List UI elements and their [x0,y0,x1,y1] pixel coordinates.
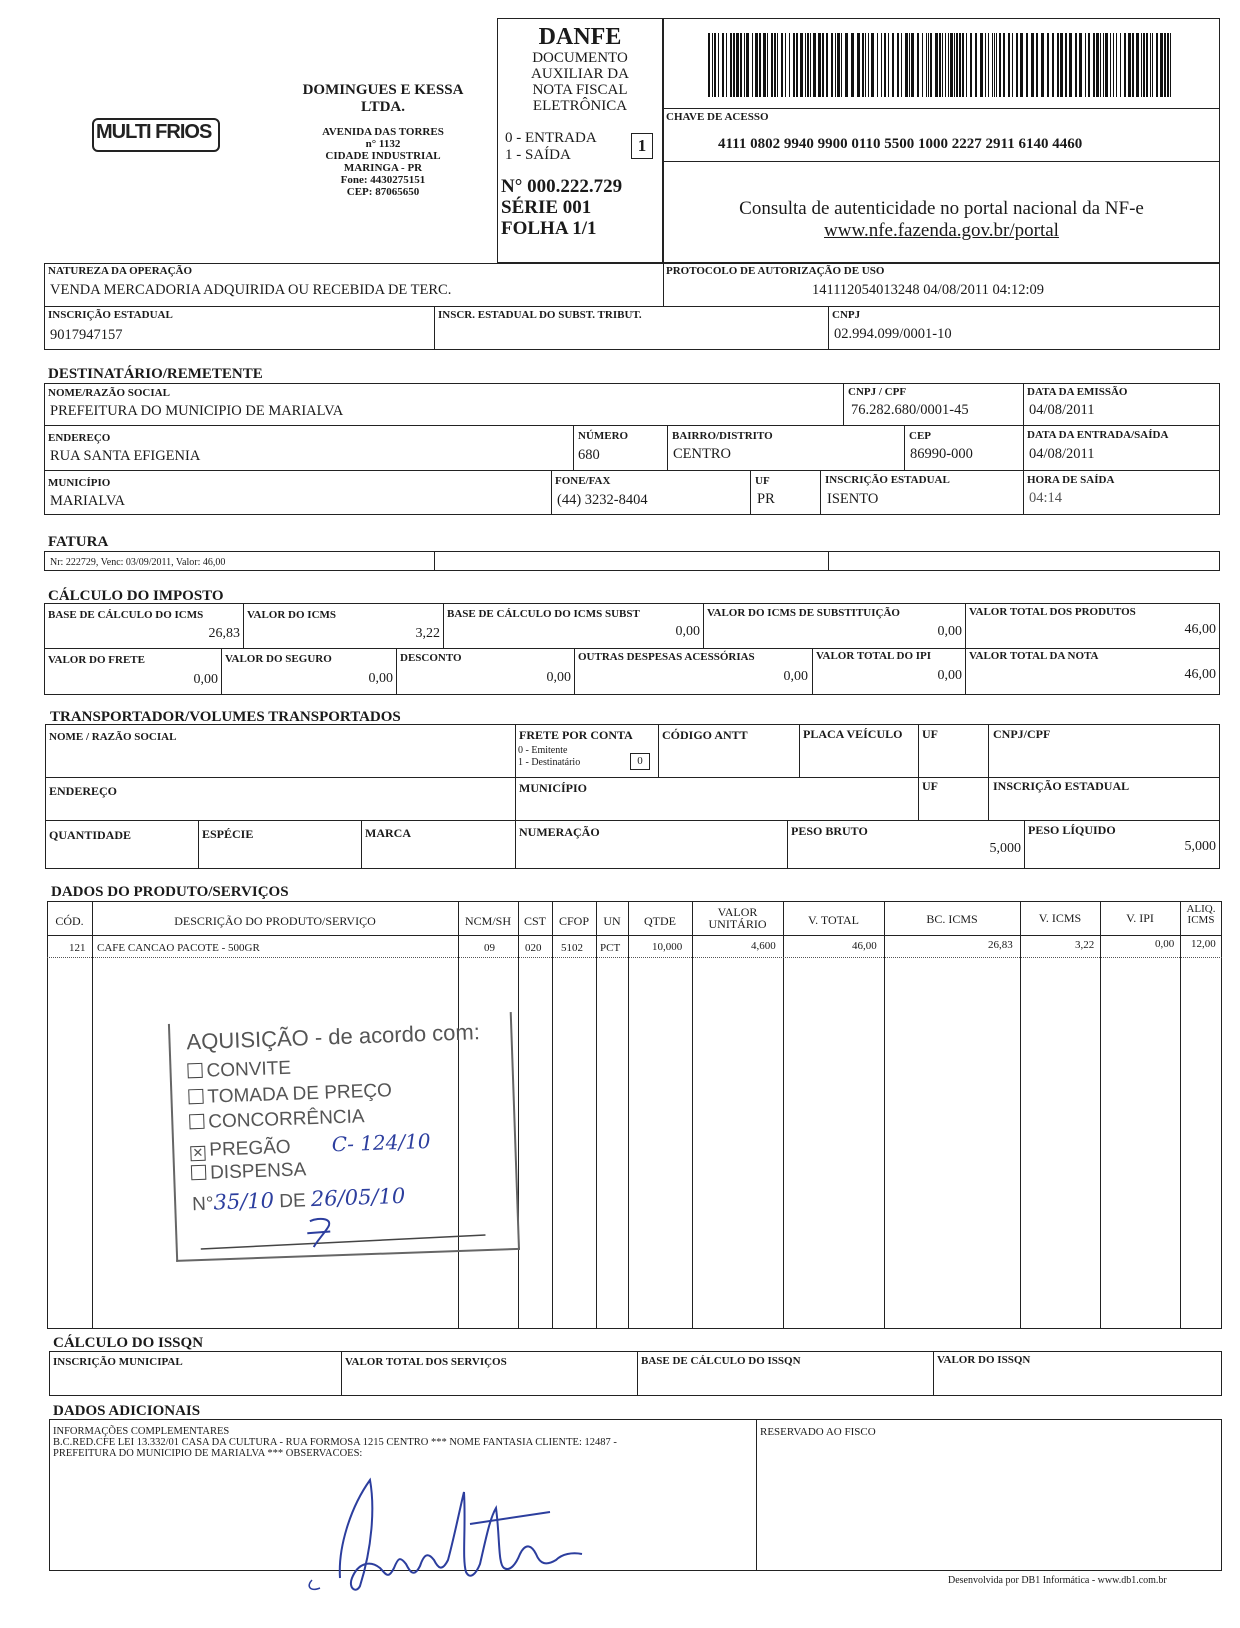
dest-endereco-value: RUA SANTA EFIGENIA [50,448,201,464]
th-unitario: UNITÁRIO [708,917,767,931]
barcode-bar [759,33,761,97]
table-row [47,940,1222,958]
transportador-section: TRANSPORTADOR/VOLUMES TRANSPORTADOS [50,709,401,725]
barcode-bar [767,33,768,97]
cell-cfop: 5102 [561,942,583,954]
barcode-bar [871,33,874,97]
cell-un: PCT [600,942,621,954]
cell-cst: 020 [525,942,542,954]
barcode-bar [897,33,899,97]
aquisicao-stamp [168,1012,516,1264]
barcode-bar [744,33,745,97]
th-cst: CST [523,914,546,928]
icms-subst-value: 0,00 [937,624,962,639]
barcode-bar [1152,33,1153,97]
consulta-block [663,198,1220,242]
danfe-serie: SÉRIE 001 [501,197,592,218]
barcode-bar [865,33,866,97]
dispensa-checkbox [191,1165,207,1181]
barcode-bar [1079,33,1082,97]
barcode-bar [726,33,727,97]
barcode-bar [800,33,803,97]
cell-cod: 121 [69,942,86,954]
barcode-bar [1113,33,1114,97]
barcode-bar [901,33,902,97]
barcode-bar [1057,33,1059,97]
total-nota-label: VALOR TOTAL DA NOTA [969,650,1099,662]
cell-unitario: 4,600 [751,940,776,952]
barcode-bar [722,33,724,97]
barcode-bar [966,33,967,97]
barcode-bar [1093,33,1095,97]
barcode-bar [1141,33,1142,97]
stamp-dispensa: DISPENSA [191,1159,307,1185]
pregao-checkbox-checked: ✕ [190,1146,206,1162]
concorrencia-checkbox [189,1114,205,1130]
barcode-bar [845,33,848,97]
barcode-bar [789,33,790,97]
transp-cnpj-label: CNPJ/CPF [993,727,1051,741]
barcode-bar [1085,33,1086,97]
barcode-bar [970,33,972,97]
barcode-bar [1156,33,1158,97]
dest-emissao-label: DATA DA EMISSÃO [1027,386,1128,398]
transp-ie-label: INSCRIÇÃO ESTADUAL [993,779,1130,793]
icms-subst-label: VALOR DO ICMS DE SUBSTITUIÇÃO [707,607,900,619]
th-vipi: V. IPI [1126,911,1154,925]
dest-nome-value: PREFEITURA DO MUNICIPIO DE MARIALVA [50,403,344,419]
danfe-sub-l2: AUXILIAR DA [531,66,629,82]
tomada-checkbox [188,1089,204,1105]
barcode-bar [1096,33,1099,97]
barcode-bar [1150,33,1151,97]
fatura-section: FATURA [48,534,109,550]
danfe-numero: N° 000.222.729 [501,176,623,197]
transportador-frame [45,724,1220,869]
dest-cnpj-label: CNPJ / CPF [848,386,907,398]
barcode-bar [926,33,927,97]
issqn-total-label: VALOR TOTAL DOS SERVIÇOS [345,1356,507,1368]
info-label: INFORMAÇÕES COMPLEMENTARES [53,1426,230,1437]
transp-peso-liquido-label: PESO LÍQUIDO [1028,823,1116,837]
consulta-l2: www.nfe.fazenda.gov.br/portal [824,220,1059,241]
icms-value: 3,22 [415,626,440,641]
th-valor: VALOR [717,905,758,919]
transp-uf2-label: UF [922,779,938,793]
dest-municipio-value: MARIALVA [50,493,125,509]
ie-value: 9017947157 [50,327,123,343]
barcode-bar [988,33,989,97]
barcode-bar [888,33,889,97]
cell-ncm: 09 [484,942,495,954]
danfe-sub-l4: ELETRÔNICA [532,98,628,114]
transp-especie-label: ESPÉCIE [202,827,254,841]
cell-vicms: 3,22 [1075,939,1095,951]
barcode-bar [930,33,932,97]
th-vtotal: V. TOTAL [807,913,860,927]
dest-entrada-label: DATA DA ENTRADA/SAÍDA [1027,429,1169,441]
barcode-bar [945,33,946,97]
dest-nome-label: NOME/RAZÃO SOCIAL [48,387,170,399]
dest-ie-label: INSCRIÇÃO ESTADUAL [825,474,950,486]
bc-subst-label: BASE DE CÁLCULO DO ICMS SUBST [447,608,640,620]
barcode-bar [950,33,953,97]
transp-peso-liquido-value: 5,000 [1184,839,1216,854]
barcode-bar [712,33,713,97]
bc-icms-value: 26,83 [208,626,240,641]
emitente-end-l4: MARINGA - PR [343,162,423,174]
handwritten-signature [300,1468,620,1596]
cell-bcicms: 26,83 [988,939,1013,951]
cell-vipi: 0,00 [1155,938,1175,950]
th-ncm: NCM/SH [464,914,511,928]
barcode-bar [733,33,735,97]
dest-fone-value: (44) 3232-8404 [557,492,648,508]
dest-endereco-label: ENDEREÇO [48,432,111,444]
barcode-bar [793,33,795,97]
barcode-bar [851,33,854,97]
barcode-bar [996,33,997,97]
transp-placa-label: PLACA VEÍCULO [803,727,903,741]
barcode-bar [1008,33,1010,97]
dest-fone-label: FONE/FAX [555,475,611,487]
barcode-bar [714,33,716,97]
danfe-number-block [501,176,622,239]
bc-icms-label: BASE DE CÁLCULO DO ICMS [48,609,204,621]
barcode-bar [1052,33,1054,97]
natureza-label: NATUREZA DA OPERAÇÃO [48,265,193,277]
barcode-bar [1170,33,1171,97]
barcode-bar [1164,33,1166,97]
barcode-bar [868,33,869,97]
dest-cnpj-value: 76.282.680/0001-45 [851,402,969,418]
barcode-bar [796,33,798,97]
barcode-bar [777,33,778,97]
dest-numero-value: 680 [578,447,600,463]
barcode-bar [805,33,806,97]
danfe-title-block [497,24,663,114]
barcode-bar [771,33,773,97]
emitente-end-l3: CIDADE INDUSTRIAL [325,150,441,162]
dest-emissao-value: 04/08/2011 [1029,402,1095,418]
stamp-convite: CONVITE [187,1058,291,1084]
danfe-entrada: 0 - ENTRADA [505,130,597,146]
barcode-bar [1100,33,1101,97]
barcode-bar [785,33,786,97]
transp-numeracao-label: NUMERAÇÃO [519,825,600,839]
barcode-bar [740,33,742,97]
barcode-bar [752,33,753,97]
fatura-value: Nr: 222729, Venc: 03/09/2011, Valor: 46,00 [50,557,226,568]
th-un: UN [603,914,621,928]
danfe-saida: 1 - SAÍDA [505,147,571,163]
logo-text: MULTI FRIOS [96,121,212,143]
barcode-bar [1167,33,1169,97]
stamp-numero-hand: 35/10 [213,1188,275,1215]
th-descricao: DESCRIÇÃO DO PRODUTO/SERVIÇO [174,914,376,928]
dest-hora-value: 04:14 [1029,490,1063,506]
barcode-bar [841,33,842,97]
emitente-info [288,82,478,198]
barcode-bar [835,33,836,97]
barcode-bar [1075,33,1077,97]
transp-frete-opt2: 1 - Destinatário [518,757,581,768]
emitente-end-l1: AVENIDA DAS TORRES [322,126,444,138]
stamp-numero: N°35/10 DE 26/05/10 [191,1183,406,1216]
ie-subst-label: INSCR. ESTADUAL DO SUBST. TRIBUT. [438,309,642,321]
barcode-bar [1116,33,1117,97]
emitente-nome-l2: LTDA. [360,99,406,115]
issqn-section: CÁLCULO DO ISSQN [53,1335,204,1351]
transp-frete-box: 0 [630,753,650,770]
protocolo-label: PROTOCOLO DE AUTORIZAÇÃO DE USO [666,265,885,277]
dest-bairro-label: BAIRRO/DISTRITO [672,430,773,442]
barcode-bar [1012,33,1013,97]
dest-entrada-value: 04/08/2011 [1029,446,1095,462]
barcode-bar [1143,33,1145,97]
barcode-bar [892,33,894,97]
adicionais-section: DADOS ADICIONAIS [53,1403,201,1419]
total-prod-label: VALOR TOTAL DOS PRODUTOS [969,606,1136,618]
total-prod-value: 46,00 [1184,622,1216,637]
barcode-bar [1036,33,1038,97]
barcode-bar [877,33,878,97]
cell-vtotal: 46,00 [852,940,877,952]
barcode-bar [774,33,776,97]
destinatario-section: DESTINATÁRIO/REMETENTE [48,366,263,382]
barcode-bar [810,33,811,97]
barcode-bar [954,33,955,97]
barcode-bar [807,33,809,97]
produtos-section: DADOS DO PRODUTO/SERVIÇOS [51,884,289,900]
natureza-value: VENDA MERCADORIA ADQUIRIDA OU RECEBIDA DE TERC. [50,282,452,298]
issqn-bc-label: BASE DE CÁLCULO DO ISSQN [641,1355,801,1367]
dest-uf-value: PR [757,491,775,507]
frete-label: VALOR DO FRETE [48,654,145,666]
barcode-bar [959,33,961,97]
barcode-bar [736,33,739,97]
barcode-bar [909,33,910,97]
fisco-label: RESERVADO AO FISCO [760,1426,876,1438]
danfe-title: DANFE [538,24,622,50]
transp-municipio-label: MUNICÍPIO [519,781,587,795]
multi-frios-logo [92,118,218,154]
barcode-bar [905,33,908,97]
barcode-bar [881,33,882,97]
chave-value: 4111 0802 9940 9900 0110 5500 1000 2227 2911 6140 4460 [718,136,1083,152]
cell-descricao: CAFE CANCAO PACOTE - 500GR [97,942,260,954]
barcode-bar [862,33,864,97]
desconto-label: DESCONTO [400,652,462,664]
barcode-bar [826,33,828,97]
total-nota-value: 46,00 [1184,667,1216,682]
barcode-bar [813,33,816,97]
emitente-nome-l1: DOMINGUES E KESSA [302,82,464,98]
th-aliq-icms: ICMS [1187,914,1215,926]
emitente-end-l6: CEP: 87065650 [346,186,420,198]
barcode-bar [992,33,993,97]
th-qtde: QTDE [644,914,676,928]
barcode-bar [1041,33,1044,97]
ie-label: INSCRIÇÃO ESTADUAL [48,309,173,321]
barcode-bar [1088,33,1090,97]
barcode-bar [985,33,986,97]
dest-ie-value: ISENTO [827,491,879,507]
barcode-bar [1120,33,1121,97]
info-l2: PREFEITURA DO MUNICIPIO DE MARIALVA *** OBSERVACOES: [53,1448,363,1459]
barcode-bar [1003,33,1005,97]
barcode-bar [1132,33,1134,97]
issqn-frame [49,1351,1222,1396]
barcode-bar [1026,33,1028,97]
emitente-end-l5: Fone: 4430275151 [340,174,426,186]
barcode-bar [730,33,732,97]
stamp-title: AQUISIÇÃO - de acordo com: [186,1019,481,1055]
seguro-label: VALOR DO SEGURO [225,653,332,665]
barcode-bar [1128,33,1131,97]
barcode-bar [1160,33,1163,97]
outras-value: 0,00 [783,669,808,684]
barcode-bar [911,33,914,97]
stamp-concorrencia: CONCORRÊNCIA [189,1106,365,1134]
dest-cep-value: 86990-000 [910,446,973,462]
transp-antt-label: CÓDIGO ANTT [662,728,748,742]
transp-frete-label: FRETE POR CONTA [519,728,633,742]
th-cod: CÓD. [55,914,84,928]
cell-aliq: 12,00 [1191,938,1216,950]
icms-label: VALOR DO ICMS [247,609,337,621]
dest-bairro-value: CENTRO [673,446,731,462]
barcode-bar [1047,33,1049,97]
cell-qtde: 10,000 [652,941,683,953]
transp-peso-bruto-label: PESO BRUTO [791,824,868,838]
th-cfop: CFOP [558,914,590,928]
issqn-valor-label: VALOR DO ISSQN [937,1354,1031,1366]
dest-hora-label: HORA DE SAÍDA [1027,474,1115,486]
barcode-bar [980,33,983,97]
stamp-tomada: TOMADA DE PREÇO [188,1080,392,1109]
barcode-bar [763,33,766,97]
barcode-bar [917,33,919,97]
barcode-bar [746,33,749,97]
protocolo-value: 141112054013248 04/08/2011 04:12:09 [812,282,1044,298]
transp-frete-opt1: 0 - Emitente [518,745,568,756]
chave-label: CHAVE DE ACESSO [666,111,769,123]
barcode-bar [1136,33,1139,97]
danfe-tipo-box: 1 [631,133,653,159]
barcode-bar [975,33,977,97]
barcode-bar [1016,33,1018,97]
danfe-folha: FOLHA 1/1 [501,218,597,239]
barcode-bar [1031,33,1034,97]
desconto-value: 0,00 [546,670,571,685]
barcode-bar [928,33,929,97]
transp-endereco-label: ENDEREÇO [49,784,118,798]
barcode-bar [1110,33,1111,97]
barcode-bar [884,33,886,97]
transp-peso-bruto-value: 5,000 [989,841,1021,856]
dest-municipio-label: MUNICÍPIO [48,477,111,489]
issqn-im-label: INSCRIÇÃO MUNICIPAL [53,1356,183,1368]
barcode-bar [708,33,710,97]
barcode-bar [1069,33,1072,97]
pregao-handwritten: C- 124/10 [331,1128,431,1157]
bc-subst-value: 0,00 [675,624,700,639]
th-vicms: V. ICMS [1038,911,1082,925]
ipi-label: VALOR TOTAL DO IPI [816,650,932,662]
barcode-bar [1060,33,1063,97]
barcode-bar [1105,33,1108,97]
barcode-bar [718,33,719,97]
barcode-bar [935,33,938,97]
dest-uf-label: UF [755,475,770,487]
barcode-bar [956,33,958,97]
seguro-value: 0,00 [368,671,393,686]
outras-label: OUTRAS DESPESAS ACESSÓRIAS [578,651,755,663]
barcode-bar [1020,33,1023,97]
convite-checkbox [187,1063,203,1079]
stamp-date-hand: 26/05/10 [310,1183,406,1212]
barcode-bar [831,33,833,97]
emitente-end-l2: n° 1132 [365,138,401,150]
barcode-bar [755,33,758,97]
danfe-sub-l1: DOCUMENTO [532,50,628,66]
consulta-l1: Consulta de autenticidade no portal nacional da NF-e [739,198,1144,219]
frete-value: 0,00 [193,672,218,687]
barcode-bar [922,33,923,97]
barcode-bar [942,33,943,97]
info-l1: B.C.RED.CFE LEI 13.332/01 CASA DA CULTURA - RUA FORMOSA 1215 CENTRO *** NOME FANTASIA CLIENTE: 12487 - [53,1437,617,1448]
barcode-bar [962,33,964,97]
dest-numero-label: NÚMERO [578,430,629,442]
barcode-bar [822,33,824,97]
dest-cep-label: CEP [909,430,931,442]
transp-nome-label: NOME / RAZÃO SOCIAL [49,731,177,743]
footer-text: Desenvolvida por DB1 Informática - www.db1.com.br [948,1575,1167,1586]
barcode-bar [948,33,949,97]
imposto-section: CÁLCULO DO IMPOSTO [48,588,224,604]
transp-quantidade-label: QUANTIDADE [49,828,132,842]
barcode [708,33,1176,97]
cnpj-value: 02.994.099/0001-10 [834,326,952,342]
th-bcicms: BC. ICMS [926,912,978,926]
transp-marca-label: MARCA [365,826,411,840]
transp-uf-label: UF [922,727,938,741]
barcode-bar [939,33,941,97]
barcode-bar [781,33,783,97]
barcode-bar [857,33,860,97]
ipi-value: 0,00 [937,668,962,683]
barcode-bar [999,33,1001,97]
barcode-bar [837,33,840,97]
barcode-bar [1103,33,1104,97]
barcode-bar [1065,33,1067,97]
barcode-bar [1124,33,1126,97]
barcode-bar [818,33,821,97]
th-aliq: ALIQ. [1186,903,1216,915]
stamp-pregao: ✕ PREGÃO C- 124/10 [190,1129,431,1162]
cnpj-label: CNPJ [832,309,861,321]
barcode-bar [1146,33,1148,97]
barcode-bar [994,33,995,97]
danfe-sub-l3: NOTA FISCAL [532,82,628,98]
